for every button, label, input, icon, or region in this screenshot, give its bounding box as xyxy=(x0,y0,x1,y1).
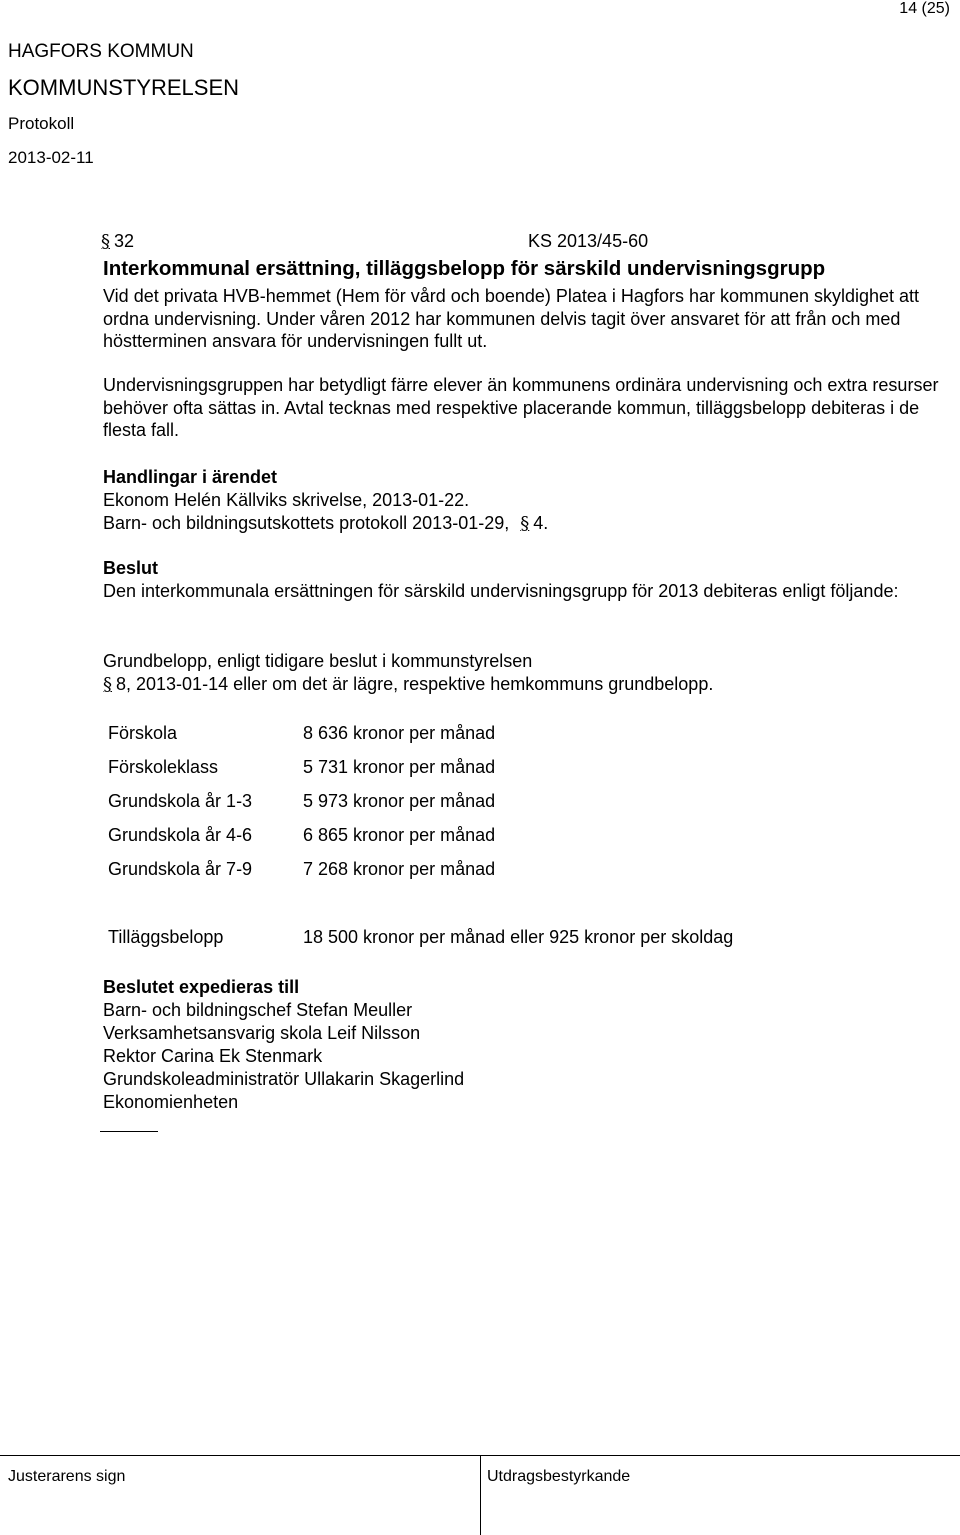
decision-basis-line-2-text: 8, 2013-01-14 eller om det är lägre, respektive hemkommuns grundbelopp. xyxy=(116,674,714,694)
paragraph-background xyxy=(103,285,953,353)
footer-certification-label: Utdragsbestyrkande xyxy=(487,1468,631,1485)
decision-heading: Beslut xyxy=(103,558,159,578)
documents-line-2-prefix: Barn- och bildningsutskottets protokoll 2013-01-29, xyxy=(103,513,510,533)
item-title: Interkommunal ersättning, tilläggsbelopp för särskild undervisningsgrupp xyxy=(103,257,826,280)
decision-text-body: Den interkommunala ersättningen för särskild undervisningsgrupp för 2013 debiteras enligt följande: xyxy=(103,581,899,601)
documents-line-2 xyxy=(103,512,548,536)
footer-signature-label: Justerarens sign xyxy=(8,1468,126,1485)
footer-signature-box xyxy=(0,1455,481,1535)
distribution-recipient: Rektor Carina Ek Stenmark xyxy=(103,1046,323,1066)
supplement-amount: 18 500 kronor per månad eller 925 kronor per skoldag xyxy=(303,927,734,947)
end-rule xyxy=(100,1131,158,1132)
rate-category: Grundskola år 4-6 xyxy=(108,825,253,845)
rate-amount: 5 731 kronor per månad xyxy=(303,757,496,777)
paragraph-background-text: Vid det privata HVB-hemmet (Hem för vård och boende) Platea i Hagfors har kommunen skyldighet att ordna undervisning. Under våren 2012 har kommunen delvis tagit över ansvaret för att från och med höstterminen ansvara för undervisningen fullt ut. xyxy=(103,286,920,351)
distribution-recipient: Barn- och bildningschef Stefan Meuller xyxy=(103,1000,413,1020)
paragraph-details xyxy=(103,374,953,442)
section-sign: § xyxy=(520,513,530,534)
item-number-value: 32 xyxy=(114,231,135,251)
section-sign: § xyxy=(101,231,110,252)
page-number: 14 (25) xyxy=(899,0,950,17)
footer-certification-box xyxy=(481,1455,960,1535)
rate-amount: 7 268 kronor per månad xyxy=(303,859,496,879)
decision-basis-line-2 xyxy=(103,673,713,697)
case-number: KS 2013/45-60 xyxy=(528,231,649,251)
distribution-heading: Beslutet expedieras till xyxy=(103,977,300,997)
documents-line-2-suffix: 4. xyxy=(533,513,549,533)
document-date: 2013-02-11 xyxy=(8,148,94,167)
committee-name: KOMMUNSTYRELSEN xyxy=(8,75,240,100)
rate-category: Grundskola år 1-3 xyxy=(108,791,253,811)
decision-basis-line-1: Grundbelopp, enligt tidigare beslut i kommunstyrelsen xyxy=(103,651,533,671)
item-number xyxy=(101,230,134,254)
rate-category: Förskoleklass xyxy=(108,757,219,777)
section-sign: § xyxy=(103,674,112,695)
document-type: Protokoll xyxy=(8,114,75,133)
decision-text xyxy=(103,580,953,603)
distribution-recipient: Verksamhetsansvarig skola Leif Nilsson xyxy=(103,1023,421,1043)
rate-amount: 5 973 kronor per månad xyxy=(303,791,496,811)
documents-line-1: Ekonom Helén Källviks skrivelse, 2013-01-22. xyxy=(103,490,470,510)
rate-amount: 8 636 kronor per månad xyxy=(303,723,496,743)
rate-category: Förskola xyxy=(108,723,178,743)
rate-category: Grundskola år 7-9 xyxy=(108,859,253,879)
organization-name: HAGFORS KOMMUN xyxy=(8,41,194,62)
distribution-recipient: Ekonomienheten xyxy=(103,1092,239,1112)
distribution-recipient: Grundskoleadministratör Ullakarin Skagerlind xyxy=(103,1069,465,1089)
paragraph-details-text: Undervisningsgruppen har betydligt färre elever än kommunens ordinära undervisning och extra resurser behöver ofta sättas in. Avtal tecknas med respektive placerande kommun, tilläggsbelopp debiteras i de flesta fall. xyxy=(103,375,939,440)
rate-amount: 6 865 kronor per månad xyxy=(303,825,496,845)
documents-heading: Handlingar i ärendet xyxy=(103,467,278,487)
supplement-label: Tilläggsbelopp xyxy=(108,927,224,947)
